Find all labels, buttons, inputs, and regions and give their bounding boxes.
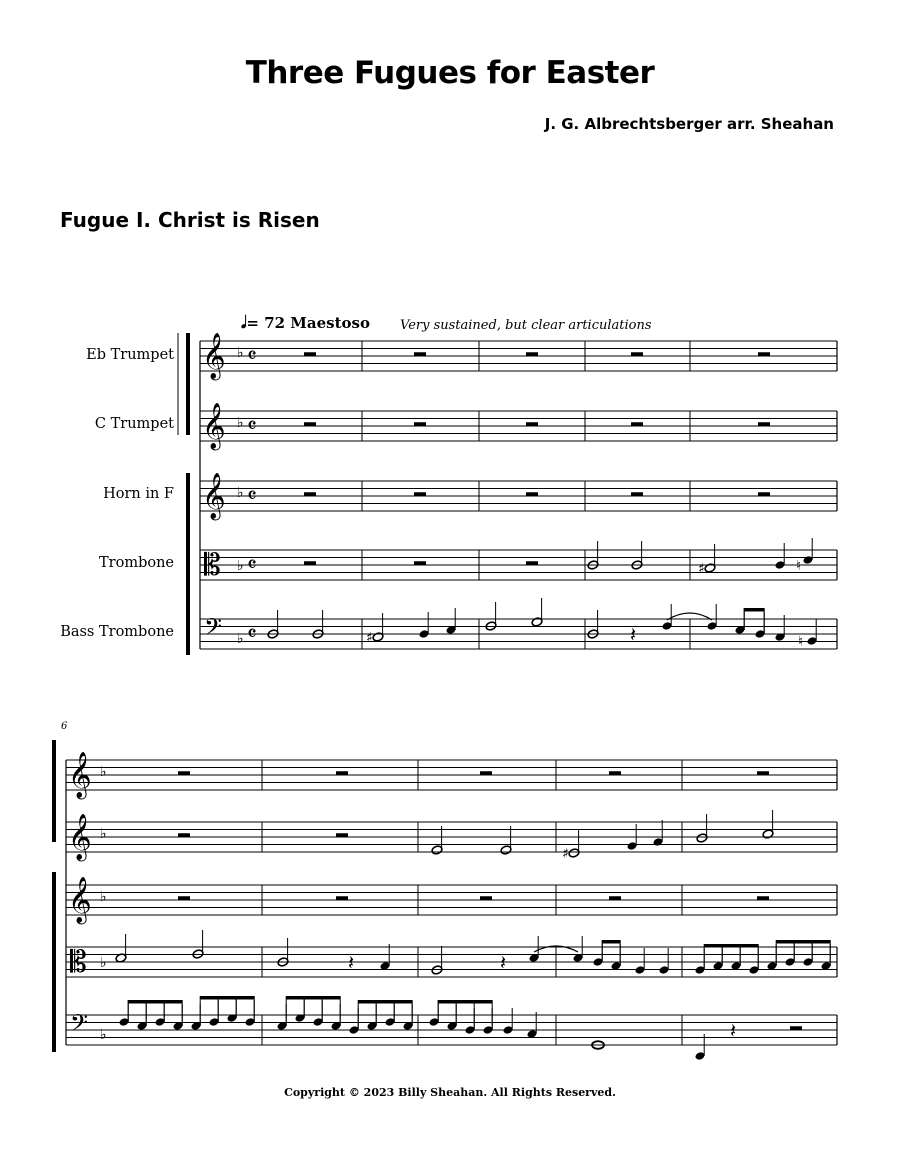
copyright-notice: Copyright © 2023 Billy Sheahan. All Rights Reserved. [284,1086,616,1099]
whole-rest [631,352,643,356]
whole-rest [480,896,492,900]
flat-sign: ♭ [100,889,107,905]
whole-rest [304,492,316,496]
whole-rest [757,771,769,775]
sharp-sign: ♯ [562,846,569,862]
flat-sign: ♭ [237,485,244,501]
whole-rest [631,492,643,496]
measure-number: 6 [61,721,68,732]
beam [128,1000,182,1004]
treble-clef-icon: 𝄞 [68,814,92,860]
beam [200,996,254,1000]
sharp-sign: ♯ [366,630,373,646]
quarter-rest: 𝄽 [500,950,507,975]
whole-rest [758,352,770,356]
cut-time-icon: 𝄴 [247,344,257,369]
whole-rest [336,833,348,837]
beam [602,940,620,944]
bracket [52,872,56,1052]
instrument-label-bass-trombone: Bass Trombone [60,624,174,640]
whole-rest [526,561,538,565]
beam [286,996,340,1000]
flat-sign: ♭ [237,415,244,431]
whole-rest [480,771,492,775]
beam [704,944,758,948]
whole-rest [336,771,348,775]
quarter-rest: 𝄽 [730,1018,737,1043]
cut-time-icon: 𝄴 [247,414,257,439]
bracket [52,740,56,842]
score-title: Three Fugues for Easter [245,55,655,91]
cut-time-icon: 𝄴 [247,484,257,509]
whole-rest [414,422,426,426]
expression-text: Very sustained, but clear articulations [400,318,652,333]
bracket [186,473,190,655]
whole-rest [178,896,190,900]
whole-rest [336,896,348,900]
flat-sign: ♭ [237,558,244,574]
flat-sign: ♭ [100,955,107,971]
composer-credit: J. G. Albrechtsberger arr. Sheahan [544,115,834,133]
natural-sign: ♮ [798,634,804,650]
treble-clef-icon: 𝄞 [202,403,226,449]
bass-clef-icon: 𝄢 [204,613,223,646]
flat-sign: ♭ [100,1027,107,1043]
instrument-label-horn: Horn in F [103,486,174,502]
whole-rest [609,771,621,775]
whole-rest [526,352,538,356]
whole-rest [609,896,621,900]
cut-time-icon: 𝄴 [247,553,257,578]
whole-rest [178,833,190,837]
instrument-label-trombone: Trombone [98,555,174,571]
whole-rest [414,352,426,356]
flat-sign: ♭ [100,764,107,780]
beam [358,1000,412,1004]
beam [744,608,764,612]
half-note-icon: 𝅗𝅥 [241,313,247,333]
beam [438,1000,492,1004]
quarter-rest: 𝄽 [630,622,637,647]
flat-sign: ♭ [237,345,244,361]
treble-clef-icon: 𝄞 [202,333,226,379]
treble-clef-icon: 𝄞 [202,473,226,519]
alto-clef-icon: 𝄡 [204,548,221,583]
whole-rest [526,422,538,426]
whole-rest [178,771,190,775]
tempo-marking: 𝅗𝅥= 72 Maestoso [241,313,370,333]
bracket [186,333,190,435]
whole-rest [414,492,426,496]
whole-rest [790,1026,802,1030]
flat-sign: ♭ [100,826,107,842]
treble-clef-icon: 𝄞 [68,752,92,798]
natural-sign: ♮ [796,558,802,574]
whole-rest [758,422,770,426]
cut-time-icon: 𝄴 [247,622,257,647]
bass-clef-icon: 𝄢 [70,1009,89,1042]
whole-rest [758,492,770,496]
sharp-sign: ♯ [698,561,705,577]
alto-clef-icon: 𝄡 [70,945,87,980]
whole-rest [304,422,316,426]
treble-clef-icon: 𝄞 [68,877,92,923]
quarter-rest: 𝄽 [348,950,355,975]
beam [776,940,830,944]
whole-rest [526,492,538,496]
instrument-label-c-trumpet: C Trumpet [94,416,174,432]
whole-rest [304,561,316,565]
whole-rest [631,422,643,426]
movement-title: Fugue I. Christ is Risen [60,208,320,232]
whole-rest [304,352,316,356]
instrument-label-eb-trumpet: Eb Trumpet [86,347,174,363]
whole-rest [414,561,426,565]
flat-sign: ♭ [237,631,244,647]
whole-rest [757,896,769,900]
